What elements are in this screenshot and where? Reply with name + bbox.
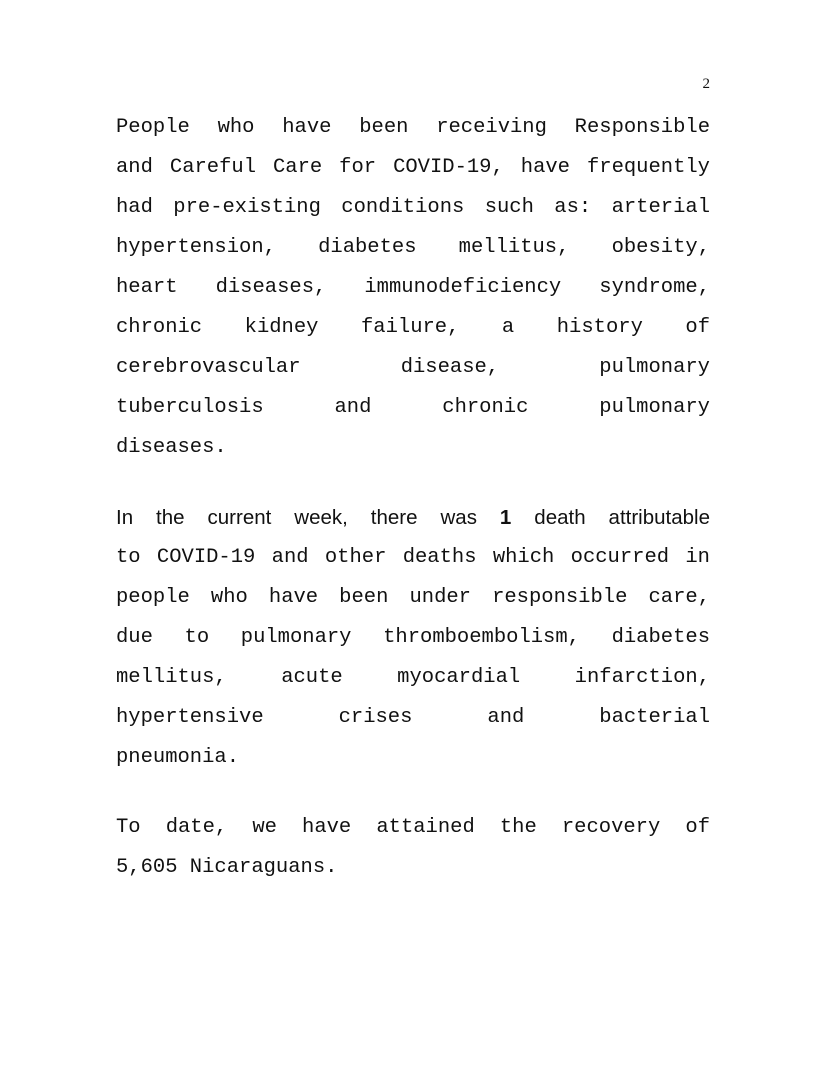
paragraph-line: chronic kidney failure, a history of — [116, 316, 710, 339]
death-count: 1 — [499, 506, 512, 529]
intro-text-rest: death attributable — [511, 506, 710, 529]
paragraph-line: had pre-existing conditions such as: arterial — [116, 196, 710, 219]
paragraph-recoveries — [116, 808, 710, 888]
paragraph-line: heart diseases, immunodeficiency syndrome, — [116, 276, 710, 299]
paragraph-line: pneumonia. — [116, 746, 240, 769]
paragraph-line: hypertensive crises and bacterial — [116, 706, 710, 729]
paragraph-line: tuberculosis and chronic pulmonary — [116, 396, 710, 419]
paragraph-line: cerebrovascular disease, pulmonary — [116, 356, 710, 379]
paragraph-line: diseases. — [116, 436, 227, 459]
paragraph-line: mellitus, acute myocardial infarction, — [116, 666, 710, 689]
paragraph-weekly-deaths — [116, 498, 710, 778]
paragraph-line: People who have been receiving Responsible — [116, 116, 710, 139]
paragraph-line: To date, we have attained the recovery of — [116, 816, 710, 839]
paragraph-line: hypertension, diabetes mellitus, obesity, — [116, 236, 710, 259]
paragraph-line: to COVID-19 and other deaths which occurred in — [116, 546, 710, 569]
paragraph-line: due to pulmonary thromboembolism, diabetes — [116, 626, 710, 649]
paragraph-line: 5,605 Nicaraguans. — [116, 856, 338, 879]
page-number: 2 — [702, 76, 710, 92]
paragraph-line — [116, 498, 710, 538]
paragraph-line: and Careful Care for COVID-19, have frequently — [116, 156, 710, 179]
paragraph-line: people who have been under responsible care, — [116, 586, 710, 609]
paragraph-preexisting-conditions — [116, 108, 710, 468]
intro-text: In the current week, there was — [116, 506, 500, 529]
